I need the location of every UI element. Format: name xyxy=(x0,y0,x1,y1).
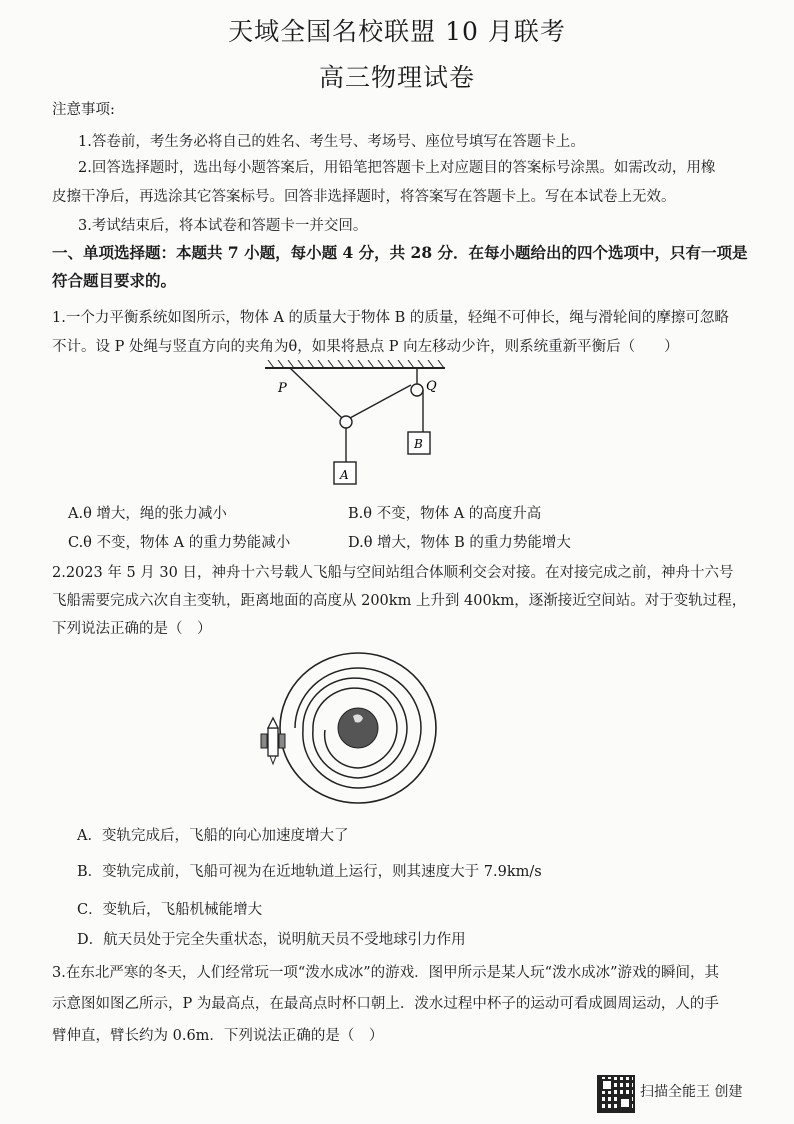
label-p: P xyxy=(278,381,287,396)
movable-pulley xyxy=(340,416,352,428)
section-heading-line2: 符合题目要求的。 xyxy=(52,271,177,290)
q2-option-d: D．航天员处于完全失重状态，说明航天员不受地球引力作用 xyxy=(77,932,466,948)
scanner-watermark: 扫描全能王 创建 xyxy=(640,1084,743,1100)
spacecraft-icon xyxy=(261,718,285,764)
earth-icon xyxy=(338,708,378,748)
note-item-3: 3.考试结束后，将本试卷和答题卡一并交回。 xyxy=(78,218,368,234)
q1-option-a: A.θ 增大，绳的张力减小 xyxy=(68,506,227,522)
q1-stem-line1: 1.一个力平衡系统如图所示，物体 A 的质量大于物体 B 的质量，轻绳不可伸长，绳与滑轮间的摩擦可忽略 xyxy=(52,310,729,326)
exam-subtitle: 高三物理试卷 xyxy=(318,63,475,92)
q1-stem-line2: 不计。设 P 处绳与竖直方向的夹角为θ，如果将悬点 P 向左移动少许，则系统重新平衡后（ ） xyxy=(52,339,679,355)
q1-option-d: D.θ 增大，物体 B 的重力势能增大 xyxy=(348,535,571,551)
note-item-1: 1.答卷前，考生务必将自己的姓名、考生号、考场号、座位号填写在答题卡上。 xyxy=(78,134,585,150)
ceiling-hatching xyxy=(268,360,444,368)
q2-stem-line1: 2.2023 年 5 月 30 日，神舟十六号载人飞船与空间站组合体顺利交会对接。在对接完成之前，神舟十六号 xyxy=(52,565,734,581)
q3-stem-line3: 臂伸直，臂长约为 0.6m．下列说法正确的是（ ） xyxy=(52,1028,384,1044)
q1-pulley-figure xyxy=(250,360,460,490)
label-a: A xyxy=(340,468,349,482)
q1-option-b: B.θ 不变，物体 A 的高度升高 xyxy=(348,506,542,522)
q3-stem-line1: 3.在东北严寒的冬天，人们经常玩一项“泼水成冰”的游戏．图甲所示是某人玩“泼水成冰”游戏的瞬间，其 xyxy=(52,965,719,981)
rope-left xyxy=(290,368,342,418)
q2-option-a: A．变轨完成后，飞船的向心加速度增大了 xyxy=(77,828,349,844)
q1-option-c: C.θ 不变，物体 A 的重力势能减小 xyxy=(68,535,291,551)
label-q: Q xyxy=(426,379,437,394)
q2-orbit-figure xyxy=(255,650,455,810)
note-item-2-line1: 2.回答选择题时，选出每小题答案后，用铅笔把答题卡上对应题目的答案标号涂黑。如需改动，用橡 xyxy=(78,160,716,176)
notes-heading: 注意事项: xyxy=(52,102,115,118)
note-item-2-line2: 皮擦干净后，再选涂其它答案标号。回答非选择题时，将答案写在答题卡上。写在本试卷上无效。 xyxy=(52,189,676,205)
label-b: B xyxy=(414,437,423,451)
q2-option-b: B．变轨完成前，飞船可视为在近地轨道上运行，则其速度大于 7.9km/s xyxy=(77,864,542,880)
q2-stem-line3: 下列说法正确的是（ ） xyxy=(52,621,212,637)
qr-code-icon xyxy=(597,1075,635,1113)
fixed-pulley xyxy=(411,384,423,396)
rope-right xyxy=(350,385,411,418)
q3-stem-line2: 示意图如图乙所示，P 为最高点，在最高点时杯口朝上．泼水过程中杯子的运动可看成圆周运动，人的手 xyxy=(52,996,719,1012)
q2-option-c: C．变轨后，飞船机械能增大 xyxy=(77,902,263,918)
q2-stem-line2: 飞船需要完成六次自主变轨，距离地面的高度从 200km 上升到 400km，逐渐接近空间站。对于变轨过程， xyxy=(52,593,747,609)
exam-title: 天域全国名校联盟 10 月联考 xyxy=(228,17,566,46)
section-heading-line1: 一、单项选择题：本题共 7 小题，每小题 4 分，共 28 分．在每小题给出的四个选项中，只有一项是 xyxy=(52,243,748,262)
